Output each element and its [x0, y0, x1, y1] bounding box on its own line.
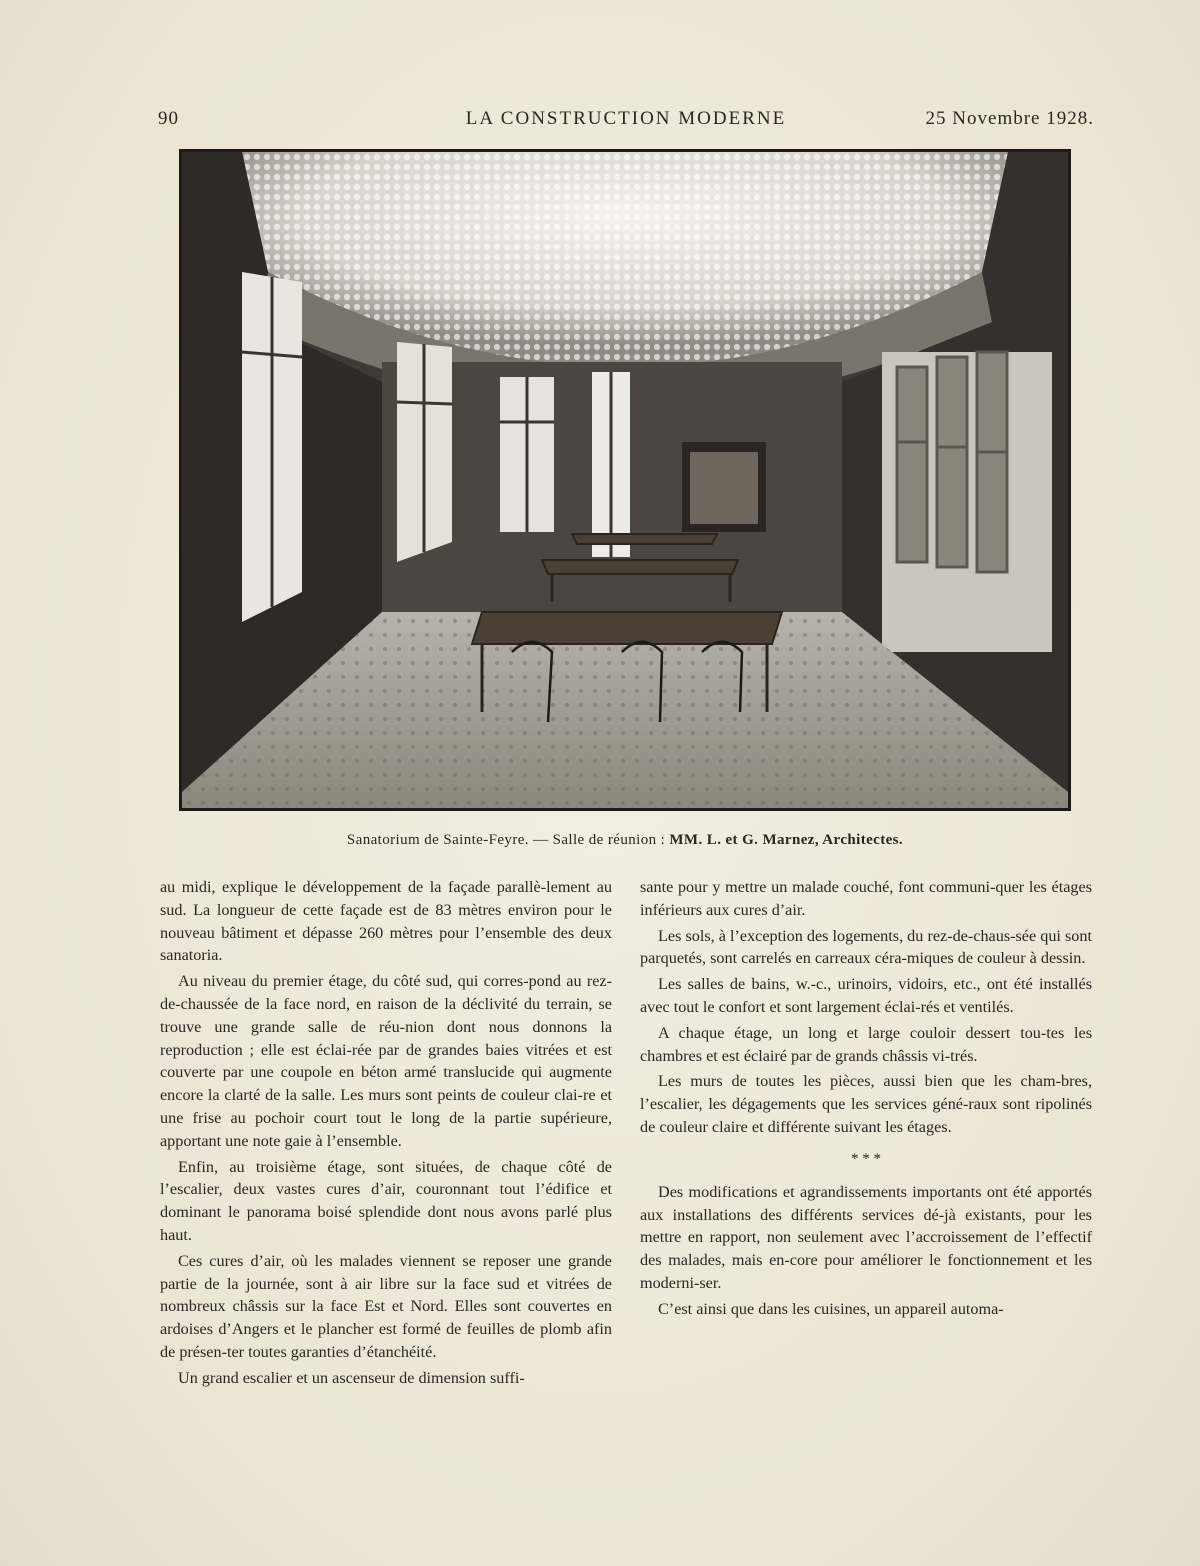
- paragraph: Un grand escalier et un ascenseur de dimension suffi-: [178, 1368, 525, 1387]
- page-number: 90: [158, 108, 179, 129]
- page-header: [158, 104, 1094, 136]
- caption-architects: MM. L. et G. Marnez, Architectes.: [669, 832, 904, 848]
- paragraph: sante pour y mettre un malade couché, font communi-quer les étages inférieurs aux cures d’air.: [640, 878, 1092, 919]
- paragraph: Des modifications et agrandissements importants ont été apportés aux installations des différents services dé-jà existants, pour les mettre en rapport, non seulement avec l’accroissement de l’effectif des malades, mais en-core pour améliorer le fonctionnement et les moderni-ser.: [640, 1182, 1092, 1292]
- paragraph: Au niveau du premier étage, du côté sud, qui corres-pond au rez-de-chaussée de la face nord, en raison de la déclivité du terrain, se trouve une grande salle de réu-nion dont nous donnons la reproduction ; elle est éclai-rée par de grandes baies vitrées et est couverte par une coupole en béton armé translucide qui augmente encore la clarté de la salle. Les murs sont peints de couleur clai-re et une frise au pochoir court tout le long de la partie supérieure, apportant une note gaie à l’ensemble.: [160, 972, 612, 1150]
- paragraph: Ces cures d’air, où les malades viennent se reposer une grande partie de la journée, sont à air libre sur la face sud et vitrées de nombreux châssis sur la face Est et Nord. Elles sont couvertes en ardoises d’Angers et le plancher est formé de feuilles de plomb afin de présen-ter toutes garanties d’étanchéité.: [160, 1251, 612, 1361]
- figure-caption: [179, 832, 1071, 849]
- paragraph: au midi, explique le développement de la façade parallè-lement au sud. La longueur de cette façade est de 83 mètres environ pour le nouveau bâtiment et dépasse 260 mètres pour l’ensemble des deux sanatoria.: [160, 878, 612, 965]
- left-column: [160, 876, 612, 1393]
- right-column: [640, 876, 1092, 1324]
- issue-date: 25 Novembre 1928.: [925, 108, 1094, 129]
- paragraph: C’est ainsi que dans les cuisines, un appareil automa-: [658, 1299, 1004, 1318]
- paragraph: Les salles de bains, w.-c., urinoirs, vidoirs, etc., ont été installés avec tout le confort et sont largement éclai-rés et ventilés.: [640, 975, 1092, 1016]
- section-separator: * * *: [851, 1150, 881, 1167]
- caption-main: Sanatorium de Sainte-Feyre. — Salle de réunion :: [346, 832, 666, 848]
- paragraph: Les murs de toutes les pièces, aussi bien que les cham-bres, l’escalier, les dégagements que les services géné-raux sont ripolinés de couleur claire et différente suivant les étages.: [640, 1072, 1092, 1136]
- paragraph: Les sols, à l’exception des logements, du rez-de-chaus-sée qui sont parquetés, sont carrelés en carreaux céra-miques de couleur à dessin.: [640, 926, 1092, 968]
- paragraph: Enfin, au troisième étage, sont situées, de chaque côté de l’escalier, deux vastes cures d’air, couronnant tout l’édifice et dominant le panorama boisé splendide dont nous avons parlé plus haut.: [160, 1157, 612, 1244]
- reunion-hall-photo: [179, 149, 1071, 811]
- journal-title: LA CONSTRUCTION MODERNE: [465, 108, 787, 129]
- paragraph: A chaque étage, un long et large couloir dessert tou-tes les chambres et est éclairé par de grands châssis vi-trés.: [640, 1023, 1092, 1065]
